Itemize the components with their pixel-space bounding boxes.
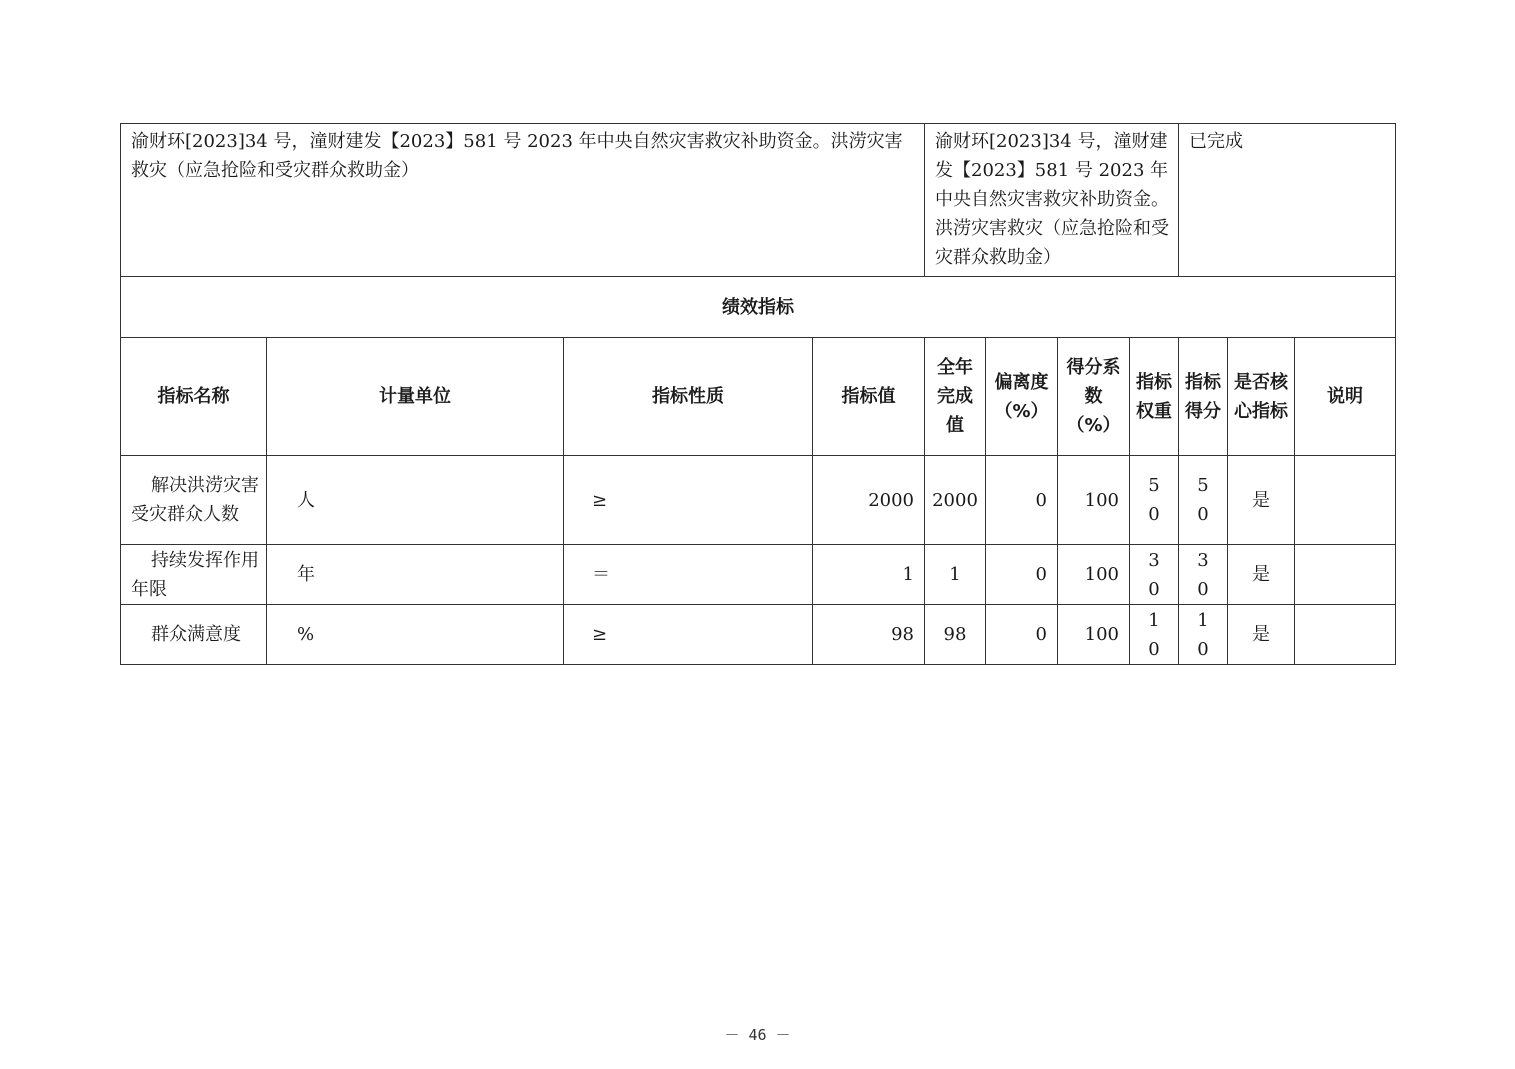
indicator-nature: ≥	[564, 605, 813, 665]
indicator-value: 2000	[813, 456, 925, 545]
indicator-note	[1295, 456, 1396, 545]
indicator-unit: 人	[267, 456, 564, 545]
indicator-actual: 1	[925, 545, 986, 605]
indicator-weight: 10	[1130, 605, 1179, 665]
header-score: 指标得分	[1179, 338, 1228, 456]
indicator-name: 解决洪涝灾害受灾群众人数	[121, 456, 267, 545]
indicator-coefficient: 100	[1058, 545, 1130, 605]
indicator-weight: 30	[1130, 545, 1179, 605]
fund-row	[121, 124, 1396, 277]
fund-status: 已完成	[1179, 124, 1396, 277]
header-row	[121, 338, 1396, 456]
indicator-score: 50	[1179, 456, 1228, 545]
indicator-deviation: 0	[986, 545, 1058, 605]
indicator-actual: 98	[925, 605, 986, 665]
indicator-name: 群众满意度	[121, 605, 267, 665]
header-actual: 全年完成值	[925, 338, 986, 456]
indicator-actual: 2000	[925, 456, 986, 545]
indicator-note	[1295, 545, 1396, 605]
header-value: 指标值	[813, 338, 925, 456]
indicator-core: 是	[1228, 605, 1295, 665]
table-row	[121, 545, 1396, 605]
fund-description: 渝财环[2023]34 号，潼财建发【2023】581 号 2023 年中央自然灾害救灾补助资金。洪涝灾害救灾（应急抢险和受灾群众救助金）	[121, 124, 925, 277]
header-coefficient: 得分系数（%）	[1058, 338, 1130, 456]
indicator-weight: 50	[1130, 456, 1179, 545]
header-nature: 指标性质	[564, 338, 813, 456]
section-title: 绩效指标	[121, 277, 1396, 338]
table-row	[121, 456, 1396, 545]
indicator-coefficient: 100	[1058, 605, 1130, 665]
indicator-value: 98	[813, 605, 925, 665]
indicator-score: 30	[1179, 545, 1228, 605]
indicator-core: 是	[1228, 545, 1295, 605]
indicator-nature: ＝	[564, 545, 813, 605]
header-unit: 计量单位	[267, 338, 564, 456]
header-weight: 指标权重	[1130, 338, 1179, 456]
indicator-deviation: 0	[986, 456, 1058, 545]
indicator-value: 1	[813, 545, 925, 605]
performance-table	[120, 123, 1396, 665]
header-name: 指标名称	[121, 338, 267, 456]
section-title-row	[121, 277, 1396, 338]
indicator-deviation: 0	[986, 605, 1058, 665]
indicator-score: 10	[1179, 605, 1228, 665]
indicator-nature: ≥	[564, 456, 813, 545]
page-number: － 46 －	[724, 1026, 791, 1044]
header-core: 是否核心指标	[1228, 338, 1295, 456]
fund-content: 渝财环[2023]34 号，潼财建发【2023】581 号 2023 年中央自然灾害救灾补助资金。洪涝灾害救灾（应急抢险和受灾群众救助金）	[925, 124, 1179, 277]
table-row	[121, 605, 1396, 665]
header-deviation: 偏离度（%）	[986, 338, 1058, 456]
header-note: 说明	[1295, 338, 1396, 456]
indicator-unit: %	[267, 605, 564, 665]
indicator-core: 是	[1228, 456, 1295, 545]
indicator-unit: 年	[267, 545, 564, 605]
indicator-name: 持续发挥作用年限	[121, 545, 267, 605]
indicator-note	[1295, 605, 1396, 665]
indicator-coefficient: 100	[1058, 456, 1130, 545]
